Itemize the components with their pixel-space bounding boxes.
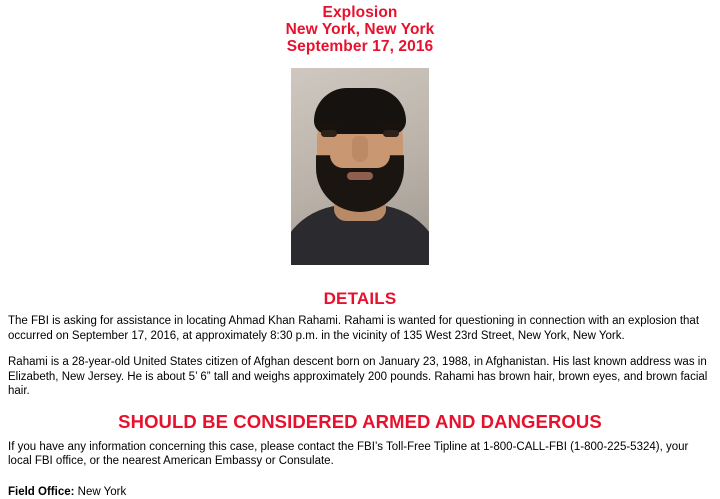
suspect-photo	[291, 68, 429, 265]
field-office-label: Field Office:	[8, 485, 75, 498]
contact-instructions: If you have any information concerning this case, please contact the FBI’s Toll-Free Tipline at 1-800-CALL-FBI (1-800-225-5324), your local FBI office, or the nearest American Embassy or Consulate.	[8, 440, 689, 467]
photo-eye-left	[321, 130, 337, 137]
details-paragraph-1: The FBI is asking for assistance in locating Ahmad Khan Rahami. Rahami is wanted for questioning in connection with an explosion that occurred on September 17, 2016, at approximately 8:30 p.m. in the vicinity of 135 West 23rd Street, New York, New York.	[8, 315, 700, 342]
field-office	[8, 485, 712, 499]
poster-body	[0, 283, 720, 499]
photo-eyebrow-left	[318, 122, 338, 128]
poster-header	[0, 0, 720, 55]
header-incident-type: Explosion	[322, 4, 398, 21]
photo-eyebrow-right	[382, 122, 402, 128]
field-office-value: New York	[77, 485, 127, 498]
photo-eye-right	[383, 130, 399, 137]
header-location: New York, New York	[285, 21, 435, 38]
danger-warning: SHOULD BE CONSIDERED ARMED AND DANGEROUS	[118, 410, 602, 432]
photo-mouth	[347, 172, 373, 180]
header-date: September 17, 2016	[286, 38, 434, 55]
photo-area	[0, 68, 720, 273]
details-paragraph-2: Rahami is a 28-year-old United States citizen of Afghan descent born on January 23, 1988, in Afghanistan. His last known address was in Elizabeth, New Jersey. He is about 5’ 6” tall and weighs approximately 200 pounds. Rahami has brown hair, brown eyes, and brown facial hair.	[8, 356, 708, 397]
details-title: DETAILS	[323, 289, 397, 308]
photo-nose	[352, 136, 368, 162]
